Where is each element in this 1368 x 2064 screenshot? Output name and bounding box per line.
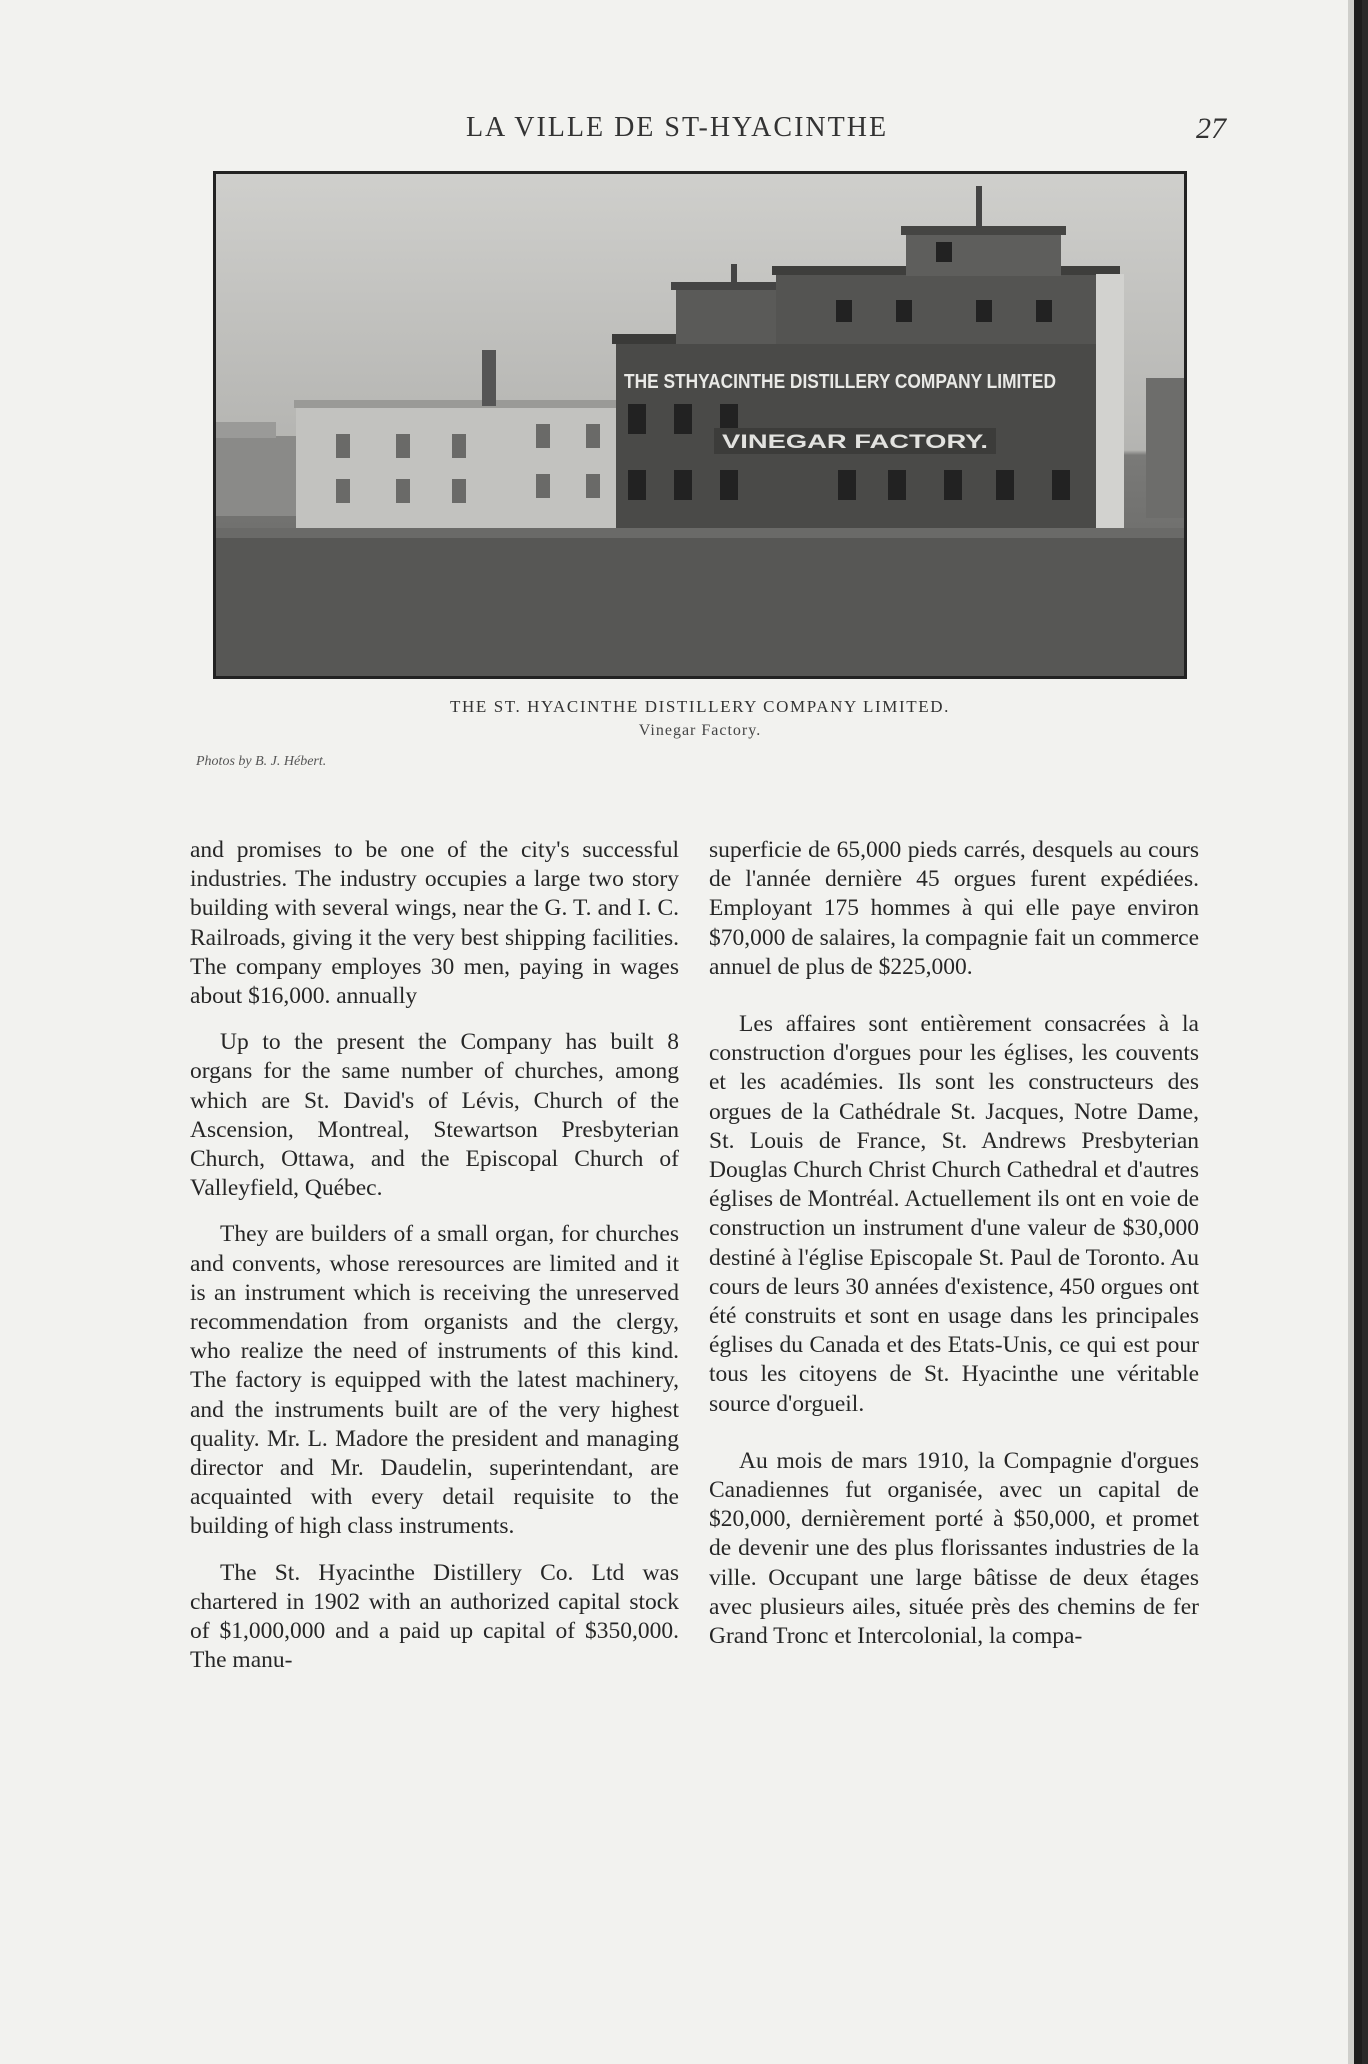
figure-caption-subtitle: Vinegar Factory. [638,722,762,739]
sign-main: THE STHYACINTHE DISTILLERY COMPANY LIMITED [624,371,1056,393]
paragraph: and promises to be one of the city's successful industries. The industry occupies a large two story building with several wings, near the G. T. and I. C. Railroads, giving it the very best shipping facilities. The company employes 30 men, paying in wages about $16,000. annually [190,837,679,1010]
paragraph: The St. Hyacinthe Distillery Co. Ltd was chartered in 1902 with an authorized capital stock of $1,000,000 and a paid up capital of $350,000. The manu- [190,1559,679,1674]
factory-photo-drawing [216,174,1184,676]
paragraph: They are builders of a small organ, for churches and convents, whose reresources are limited and it is an instrument which is receiving the unreserved recommendation from organists and the clergy, who realize the need of instruments of this kind. The factory is equipped with the latest machinery, and the instruments built are of the very highest quality. Mr. L. Madore the president and managing director and Mr. Daudelin, superintendant, are acquainted with every detail requisite to the building of high class instruments. [190,1221,679,1540]
factory-photo [213,171,1187,679]
left-column [190,836,679,1675]
photo-credit: Photos by B. J. Hébert. [196,754,327,769]
sign-secondary: VINEGAR FACTORY. [722,432,988,453]
paragraph: Up to the present the Company has built 8 organs for the same number of churches, among which are St. David's of Lévis, Church of the Ascension, Montreal, Stewartson Presbyterian Church, Ottawa, and the Episcopal Church of Valleyfield, Québec. [190,1029,679,1202]
page-number: 27 [1196,112,1226,145]
paragraph: Les affaires sont entièrement consacrées à la construction d'orgues pour les églises, les couvents et les académies. Ils sont les constructeurs des orgues de la Cathédrale St. Jacques, Notre Dame, St. Louis de France, St. Andrews Presbyterian Douglas Church Christ Church Cathedral et d'autres églises de Montréal. Actuellement ils ont en voie de construction un instrument d'une valeur de $30,000 destiné à l'église Episcopale St. Paul de Toronto. Au cours de leurs 30 années d'existence, 450 orgues ont été construits et sont en usage dans les principales églises du Canada et des Etats-Unis, ce qui est pour tous les citoyens de St. Hyacinthe une véritable source d'orgueil. [709,1011,1199,1417]
running-title: LA VILLE DE ST-HYACINTHE [465,112,889,143]
figure-caption-title: THE ST. HYACINTHE DISTILLERY COMPANY LIMITED. [450,697,950,716]
paragraph: superficie de 65,000 pieds carrés, desquels au cours de l'année dernière 45 orgues furent expédiées. Employant 175 hommes à qui elle paye environ $70,000 de salaires, la compagnie fait un commerce annuel de plus de $225,000. [709,837,1199,980]
paragraph: Au mois de mars 1910, la Compagnie d'orgues Canadiennes fut organisée, avec un capital de $20,000, dernièrement porté à $50,000, et promet de devenir une des plus florissantes industries de la ville. Occupant une large bâtisse de deux étages avec plusieurs ailes, située près des chemins de fer Grand Tronc et Intercolonial, la compa- [709,1447,1199,1650]
right-column [709,836,1199,1651]
